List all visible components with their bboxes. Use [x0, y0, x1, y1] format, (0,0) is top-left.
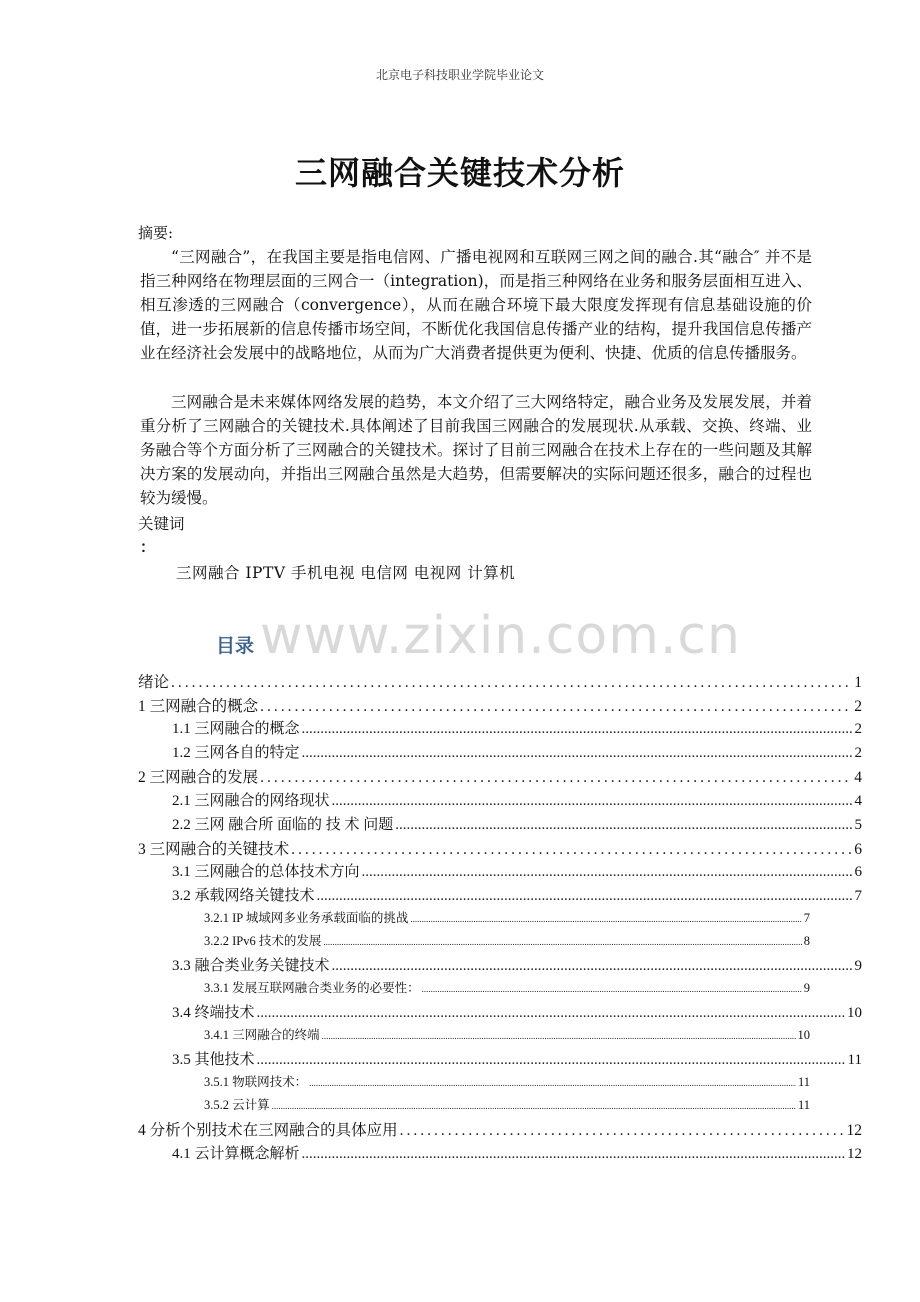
toc-leader-dots — [332, 958, 853, 975]
toc-entry[interactable] — [138, 741, 862, 765]
toc-leader-dots — [257, 1052, 846, 1069]
toc-leader-dots — [410, 914, 801, 924]
toc-leader-dots — [171, 674, 852, 692]
toc-leader-dots — [291, 841, 852, 859]
toc-entry-label: 3.1 三网融合的总体技术方向 — [172, 864, 360, 880]
toc-leader-dots — [260, 769, 852, 787]
toc-entry[interactable] — [138, 1025, 862, 1048]
toc-entry-label: 绪论 — [138, 674, 170, 691]
toc-entry-page: 11 — [797, 1098, 810, 1112]
toc-entry[interactable] — [138, 860, 862, 884]
toc-entry-label: 3.4.1 三网融合的终端 — [204, 1028, 320, 1042]
watermark: www.zixin.com.cn — [260, 606, 741, 666]
toc-entry[interactable] — [138, 813, 862, 837]
toc-entry-page: 9 — [803, 981, 810, 995]
toc-entry-label: 4.1 云计算概念解析 — [172, 1145, 300, 1162]
toc-entry-label: 4 分析个别技术在三网融合的具体应用 — [138, 1122, 398, 1139]
toc-entry[interactable] — [138, 837, 862, 861]
toc-entry-page: 9 — [854, 958, 862, 974]
toc-entry-label: 1.2 三网各自的特定 — [172, 745, 300, 761]
toc-entry-label: 2 三网融合的发展 — [138, 769, 259, 786]
toc-leader-dots — [317, 888, 853, 905]
toc-entry[interactable] — [138, 694, 862, 718]
abstract-label: 摘要: — [138, 224, 174, 242]
toc-leader-dots — [322, 1031, 796, 1041]
toc-entry-page: 8 — [803, 934, 810, 948]
toc-entry[interactable] — [138, 1001, 862, 1025]
toc-entry[interactable] — [138, 1048, 862, 1072]
toc-entry-label: 3.3 融合类业务关键技术 — [172, 958, 330, 974]
table-of-contents — [138, 670, 862, 1166]
toc-entry[interactable] — [138, 1072, 862, 1095]
keywords-text: 三网融合 IPTV 手机电视 电信网 电视网 计算机 — [176, 564, 516, 582]
toc-title: 目录 — [216, 635, 255, 657]
toc-leader-dots — [422, 984, 802, 994]
toc-leader-dots — [260, 698, 852, 716]
toc-entry[interactable] — [138, 765, 862, 789]
toc-entry[interactable] — [138, 1118, 862, 1142]
toc-leader-dots — [362, 864, 853, 881]
toc-leader-dots — [309, 1078, 796, 1088]
toc-entry[interactable] — [138, 954, 862, 978]
toc-entry-label: 3.5.1 物联网技术： — [204, 1075, 308, 1089]
toc-entry-label: 3.3.1 发展互联网融合类业务的必要性： — [204, 981, 420, 995]
toc-leader-dots — [400, 1122, 845, 1140]
toc-entry[interactable] — [138, 978, 862, 1001]
keywords-colon: ： — [140, 538, 156, 556]
toc-leader-dots — [302, 745, 853, 762]
toc-entry-page: 10 — [847, 1005, 862, 1021]
toc-entry-label: 2.1 三网融合的网络现状 — [172, 792, 330, 809]
toc-entry-label: 2.2 三网 融合所 面临的 技 术 问题 — [172, 816, 394, 833]
toc-entry-page: 4 — [854, 769, 862, 786]
toc-entry[interactable] — [138, 1095, 862, 1118]
toc-entry-page: 2 — [854, 697, 862, 715]
toc-entry-page: 7 — [854, 888, 862, 904]
toc-leader-dots — [323, 937, 801, 947]
toc-entry-page: 7 — [803, 911, 810, 925]
toc-entry-page: 4 — [854, 792, 862, 809]
toc-entry-label: 3.4 终端技术 — [172, 1005, 255, 1021]
toc-entry-label: 1.1 三网融合的概念 — [172, 721, 300, 737]
toc-entry-label: 3.2.2 IPv6 技术的发展 — [204, 934, 322, 948]
keywords-label: 关键词 — [138, 515, 185, 533]
toc-entry-page: 11 — [797, 1075, 810, 1089]
toc-entry[interactable] — [138, 789, 862, 813]
toc-entry-page: 6 — [854, 864, 862, 880]
toc-entry[interactable] — [138, 908, 862, 931]
toc-entry-label: 1 三网融合的概念 — [138, 697, 259, 715]
toc-entry-page: 11 — [847, 1052, 862, 1068]
toc-entry-label: 3.2 承载网络关键技术 — [172, 888, 315, 904]
toc-entry-label: 3.5 其他技术 — [172, 1052, 255, 1068]
toc-entry-page: 12 — [847, 1145, 862, 1162]
toc-entry-label: 3 三网融合的关键技术 — [138, 840, 290, 858]
toc-leader-dots — [257, 1005, 845, 1022]
toc-entry[interactable] — [138, 670, 862, 694]
toc-entry[interactable] — [138, 884, 862, 908]
toc-leader-dots — [302, 721, 853, 738]
toc-entry-page: 2 — [854, 721, 862, 737]
toc-entry[interactable] — [138, 1142, 862, 1166]
toc-entry[interactable] — [138, 931, 862, 954]
toc-leader-dots — [395, 817, 852, 834]
abstract-paragraph-2: 三网融合是未来媒体网络发展的趋势，本文介绍了三大网络特定，融合业务及发展发展，并着重分析了三网融合的关键技术.具体阐述了目前我国三网融合的发展现状.从承载、交换、终端、业务融合等个方面分析了三网融合的关键技术。探讨了目前三网融合在技术上存在的一些问题及其解决方案的发展动向，并指出三网融合虽然是大趋势，但需要解决的实际问题还很多，融合的过程也较为缓慢。 — [140, 393, 812, 507]
toc-entry-page: 1 — [854, 674, 862, 691]
toc-entry-page: 5 — [854, 816, 862, 833]
toc-leader-dots — [272, 1101, 796, 1111]
document-title: 三网融合关键技术分析 — [294, 154, 625, 192]
abstract-paragraph-1: “三网融合”，在我国主要是指电信网、广播电视网和互联网三网之间的融合.其“融合″ 并不是指三种网络在物理层面的三网合一（integration)，而是指三种网络在业务和服务层面相互进入、相互渗透的三网融合（convergence），从而在融合环境下最大限度发挥现有信息基础设施的价值，进一步拓展新的信息传播市场空间，不断优化我国信息传播产业的结构，提升我国信息传播产业在经济社会发展中的战略地位，从而为广大消费者提供更为便利、快捷、优质的信息传播服务。 — [140, 248, 812, 362]
toc-entry[interactable] — [138, 717, 862, 741]
toc-leader-dots — [302, 1146, 845, 1163]
toc-entry-label: 3.5.2 云计算 — [204, 1098, 270, 1112]
toc-entry-page: 10 — [797, 1028, 810, 1042]
toc-entry-page: 6 — [854, 840, 862, 858]
toc-entry-page: 2 — [854, 745, 862, 761]
toc-leader-dots — [332, 793, 853, 810]
toc-entry-page: 12 — [846, 1122, 862, 1139]
toc-entry-label: 3.2.1 IP 城域网多业务承载面临的挑战 — [204, 911, 409, 925]
page-header: 北京电子科技职业学院毕业论文 — [375, 68, 544, 82]
